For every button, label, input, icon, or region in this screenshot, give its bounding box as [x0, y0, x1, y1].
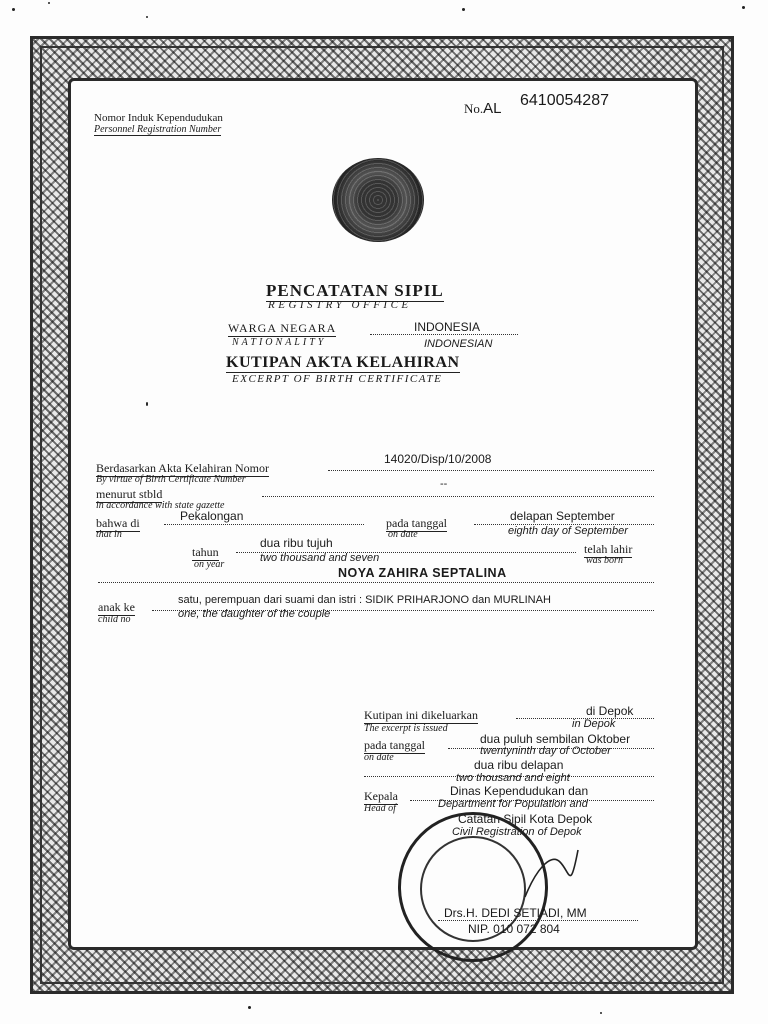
- serial-no-label: No.: [464, 101, 484, 116]
- dept-line2-en: Civil Registration of Depok: [452, 826, 582, 838]
- issued-year: dua ribu delapan: [474, 758, 564, 772]
- fill-line: [262, 496, 654, 497]
- year-label: tahun: [192, 545, 219, 559]
- stbld-label: menurut stbld: [96, 487, 163, 501]
- head-label-en: Head of: [364, 803, 396, 814]
- nationality-value-en: INDONESIAN: [424, 338, 493, 350]
- dept-line2: Catatan Sipil Kota Depok: [458, 812, 593, 826]
- cert-number-label-en: By virtue of Birth Certificate Number: [96, 474, 246, 485]
- signature-icon: [520, 842, 580, 902]
- child-no-value: satu, perempuan dari suami dan istri : SIDIK PRIHARJONO dan MURLINAH: [178, 594, 551, 606]
- nik-label-en: Personnel Registration Number: [94, 124, 222, 135]
- fill-line: [98, 582, 654, 583]
- child-no-value-en: one, the daughter of the couple: [178, 608, 331, 620]
- scan-speck: [462, 8, 465, 11]
- fill-line: [328, 470, 654, 471]
- official-name: Drs.H. DEDI SETIADI, MM: [444, 906, 587, 920]
- issued-date: dua puluh sembilan Oktober: [480, 732, 631, 746]
- date-value: delapan September: [510, 509, 615, 523]
- dept-line1: Dinas Kependudukan dan: [450, 784, 589, 798]
- stbld-label-en: in accordance with state gazette: [96, 500, 225, 511]
- scan-speck: [12, 8, 15, 11]
- office-title-en: REGISTRY OFFICE: [268, 299, 412, 311]
- born-label-en: was born: [586, 555, 623, 566]
- cert-number-label: Berdasarkan Akta Kelahiran Nomor: [96, 461, 269, 475]
- official-nip: NIP. 010 072 804: [468, 922, 560, 936]
- scan-speck: [146, 16, 148, 18]
- child-name: NOYA ZAHIRA SEPTALINA: [338, 566, 507, 580]
- cert-number-value: 14020/Disp/10/2008: [384, 452, 492, 466]
- place-label: bahwa di: [96, 516, 140, 530]
- serial-prefix: [464, 100, 502, 117]
- dept-line1-en: Department for Population and: [438, 798, 588, 810]
- date-label: pada tanggal: [386, 516, 447, 530]
- issued-year-en: two thousand and eight: [456, 772, 570, 784]
- issued-label: Kutipan ini dikeluarkan: [364, 708, 478, 722]
- nationality-value: INDONESIA: [414, 320, 481, 334]
- issued-place: di Depok: [586, 704, 634, 718]
- place-value: Pekalongan: [180, 509, 244, 523]
- fill-line: [164, 524, 364, 525]
- nationality-label-en: NATIONALITY: [232, 337, 327, 348]
- scan-speck: [600, 1012, 602, 1014]
- date-label-en: on date: [388, 529, 418, 540]
- issued-label-en: The excerpt is issued: [364, 723, 448, 734]
- scan-speck: [146, 402, 148, 406]
- nationality-label: WARGA NEGARA: [228, 321, 337, 335]
- head-label: Kepala: [364, 789, 398, 803]
- fill-line: [438, 920, 638, 921]
- date-value-en: eighth day of September: [508, 525, 628, 537]
- year-value: dua ribu tujuh: [260, 536, 333, 550]
- document-title-en: EXCERPT OF BIRTH CERTIFICATE: [232, 373, 443, 385]
- scan-speck: [48, 2, 50, 4]
- garuda-emblem-icon: [332, 158, 424, 242]
- year-value-en: two thousand and seven: [260, 552, 380, 564]
- issued-date-label: pada tanggal: [364, 738, 425, 752]
- child-no-label: anak ke: [98, 600, 135, 614]
- serial-series: AL: [483, 100, 502, 117]
- nik-label: Nomor Induk Kependudukan: [94, 112, 223, 124]
- serial-number: 6410054287: [520, 92, 609, 109]
- fill-line: [370, 334, 518, 335]
- stbld-value: --: [440, 478, 448, 490]
- place-label-en: that in: [96, 529, 122, 540]
- born-label: telah lahir: [584, 542, 633, 556]
- scan-speck: [248, 1006, 251, 1009]
- year-label-en: on year: [194, 559, 225, 570]
- document-title: KUTIPAN AKTA KELAHIRAN: [226, 354, 460, 371]
- issued-date-label-en: on date: [364, 752, 394, 763]
- issued-place-en: in Depok: [572, 718, 616, 730]
- child-no-label-en: child no: [98, 614, 131, 625]
- office-title: PENCATATAN SIPIL: [266, 281, 444, 300]
- issued-date-en: twentyninth day of October: [480, 745, 611, 757]
- scan-speck: [742, 6, 745, 9]
